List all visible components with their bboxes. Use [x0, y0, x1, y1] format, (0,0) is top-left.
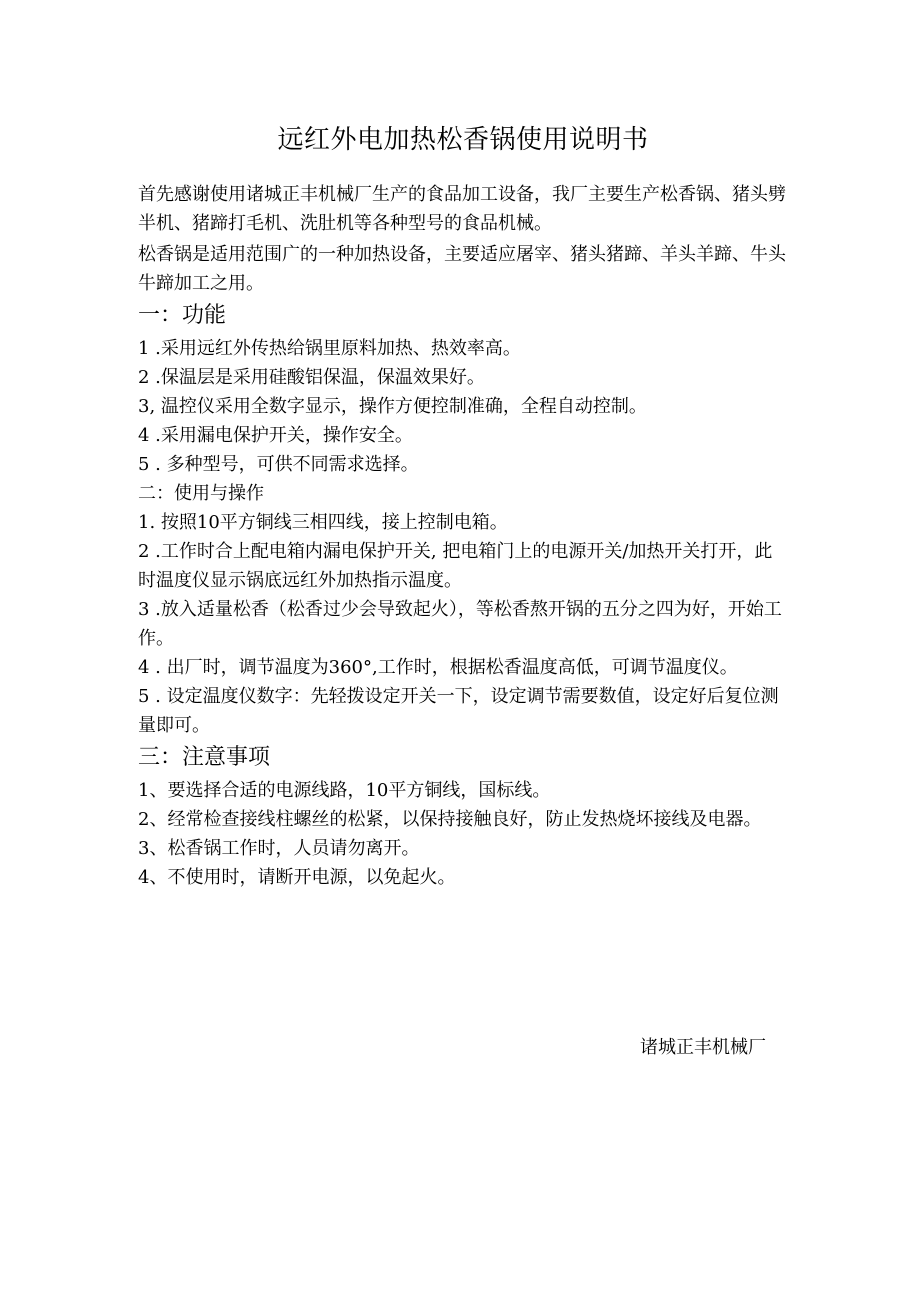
section-heading-notes: 三：注意事项: [138, 745, 271, 770]
note-item-2: 2、经常检查接线柱螺丝的松紧，以保持接触良好，防止发热烧坏接线及电器。: [138, 809, 762, 830]
function-item-2: 2 .保温层是采用硅酸铝保温，保温效果好。: [138, 367, 485, 388]
company-signature: 诸城正丰机械厂: [640, 1037, 766, 1058]
operation-item-4: 4 . 出厂时，调节温度为360°,工作时，根据松香温度高低，可调节温度仪。: [138, 657, 738, 678]
document-body: [138, 112, 788, 892]
document-title: 远红外电加热松香锅使用说明书: [277, 125, 649, 155]
note-item-1: 1、要选择合适的电源线路，10平方铜线，国标线。: [138, 780, 551, 801]
operation-item-2: 2 .工作时合上配电箱内漏电保护开关, 把电箱门上的电源开关/加热开关打开，此时温度仪显示锅底远红外加热指示温度。: [138, 541, 773, 591]
intro-paragraph-1: 首先感谢使用诸城正丰机械厂生产的食品加工设备，我厂主要生产松香锅、猪头劈半机、猪蹄打毛机、洗肚机等各种型号的食品机械。: [138, 184, 786, 234]
function-item-5: 5 . 多种型号，可供不同需求选择。: [138, 454, 419, 475]
section-heading-function: 一：功能: [138, 303, 227, 328]
function-item-3: 3, 温控仪采用全数字显示，操作方便控制准确，全程自动控制。: [138, 396, 647, 417]
function-item-4: 4 .采用漏电保护开关，操作安全。: [138, 425, 413, 446]
function-item-1: 1 .采用远红外传热给锅里原料加热、热效率高。: [138, 338, 521, 359]
note-item-3: 3、松香锅工作时，人员请勿离开。: [138, 838, 420, 859]
section-heading-operation: 二：使用与操作: [138, 483, 264, 504]
operation-item-3: 3 .放入适量松香（松香过少会导致起火），等松香熬开锅的五分之四为好，开始工作。: [138, 599, 782, 649]
intro-paragraph-2: 松香锅是适用范围广的一种加热设备，主要适应屠宰、猪头猪蹄、羊头羊蹄、牛头牛蹄加工之用。: [138, 244, 786, 294]
note-item-4: 4、不使用时，请断开电源，以免起火。: [138, 867, 456, 888]
operation-item-5: 5 . 设定温度仪数字：先轻拨设定开关一下，设定调节需要数值，设定好后复位测量即可。: [138, 686, 779, 736]
operation-item-1: 1. 按照10平方铜线三相四线，接上控制电箱。: [138, 512, 508, 533]
